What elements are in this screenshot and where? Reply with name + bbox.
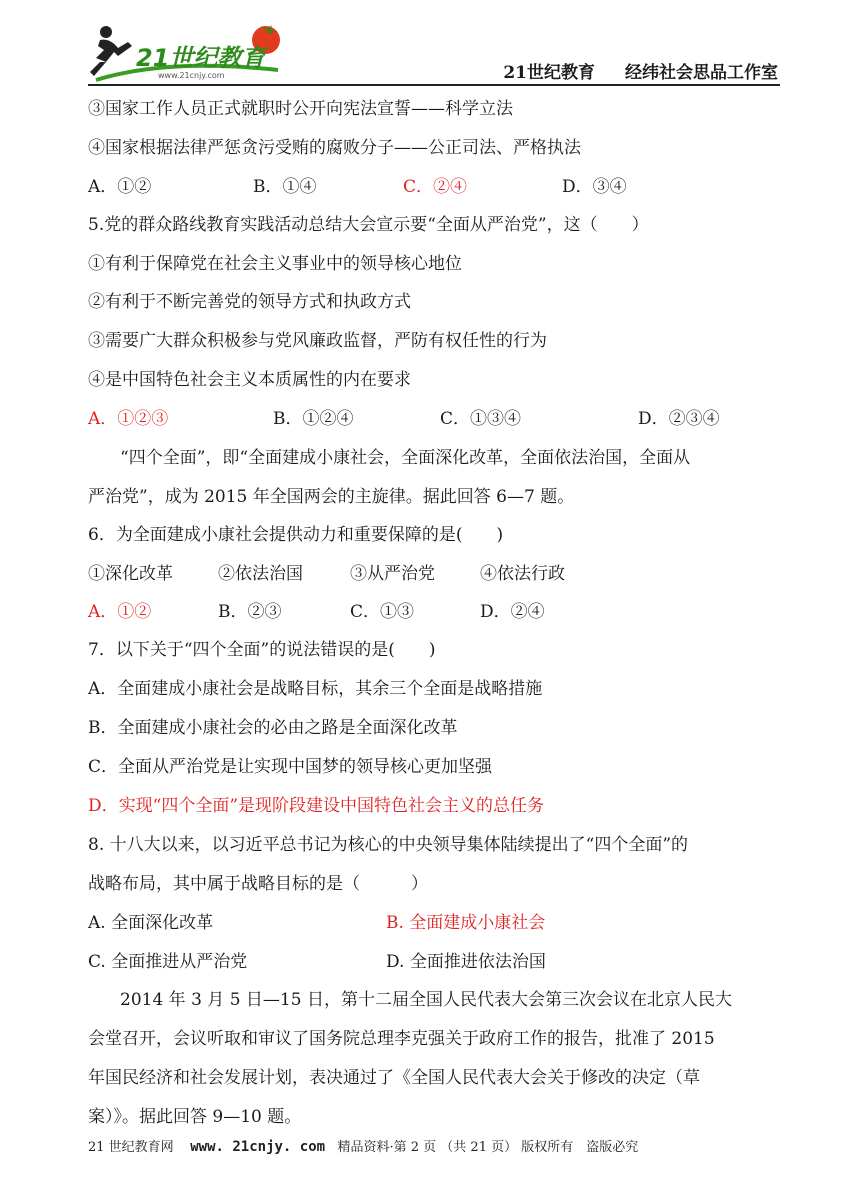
header-title bbox=[503, 58, 778, 83]
page-header bbox=[88, 18, 778, 88]
q5-item-2: ②有利于不断完善党的领导方式和执政方式 bbox=[88, 292, 411, 312]
q5-item-1: ①有利于保障党在社会主义事业中的领导核心地位 bbox=[88, 254, 462, 274]
q5-item-4: ④是中国特色社会主义本质属性的内在要求 bbox=[88, 370, 411, 390]
q7-option-a: A．全面建成小康社会是战略目标，其余三个全面是战略措施 bbox=[88, 679, 543, 699]
q8-option-b-answer: B. 全面建成小康社会 bbox=[386, 913, 546, 933]
q6-option-b: B．②③ bbox=[218, 602, 282, 622]
footer-site: 21 世纪教育网 bbox=[88, 1140, 174, 1155]
logo-21cnjy bbox=[88, 18, 288, 84]
q5-option-a-answer: A．①②③ bbox=[88, 409, 169, 429]
q8-stem-line-1: 8. 十八大以来，以习近平总书记为核心的中央领导集体陆续提出了“四个全面”的 bbox=[88, 835, 689, 855]
q6-items bbox=[88, 561, 778, 587]
intro-9-10-line-1: 2014 年 3 月 5 日—15 日，第十二届全国人民代表大会第三次会议在北京人民大 bbox=[120, 990, 732, 1010]
q6-option-c: C．①③ bbox=[350, 602, 415, 622]
q6-options bbox=[88, 599, 778, 625]
q8-option-c: C. 全面推进从严治党 bbox=[88, 952, 248, 972]
q7-option-c: C．全面从严治党是让实现中国梦的领导核心更加坚强 bbox=[88, 757, 493, 777]
q6-item-1: ①深化改革 bbox=[88, 564, 173, 584]
q6-item-3: ③从严治党 bbox=[350, 564, 435, 584]
intro-6-7-line-1: “四个全面”，即“全面建成小康社会，全面深化改革，全面依法治国，全面从 bbox=[120, 448, 691, 468]
q8-option-a: A. 全面深化改革 bbox=[88, 913, 214, 933]
q6-option-a-answer: A．①② bbox=[88, 602, 152, 622]
q4-option-d: D．③④ bbox=[562, 177, 627, 197]
q5-option-b: B．①②④ bbox=[273, 409, 354, 429]
q6-item-2: ②依法治国 bbox=[218, 564, 303, 584]
q8-option-d: D. 全面推进依法治国 bbox=[386, 952, 546, 972]
q5-item-3: ③需要广大群众积极参与党风廉政监督，严防有权任性的行为 bbox=[88, 331, 547, 351]
footer-page-info: 精品资料·第 2 页 （共 21 页） 版权所有 盗版必究 bbox=[337, 1140, 639, 1155]
q5-option-d: D．②③④ bbox=[638, 409, 720, 429]
q7-stem: 7．以下关于“四个全面”的说法错误的是( ) bbox=[88, 640, 436, 660]
q4-option-c-answer: C．②④ bbox=[403, 177, 468, 197]
svg-text:www.21cnjy.com: www.21cnjy.com bbox=[158, 71, 225, 80]
q4-options bbox=[88, 174, 778, 200]
header-divider bbox=[88, 84, 780, 86]
footer-url[interactable]: www. 21cnjy. com bbox=[190, 1139, 326, 1155]
svg-text:21世纪教育: 21世纪教育 bbox=[136, 44, 266, 72]
header-studio: 经纬社会思品工作室 bbox=[625, 63, 778, 83]
q8-options-row-2 bbox=[88, 949, 778, 975]
intro-9-10-line-4: 案）》。据此回答 9—10 题。 bbox=[88, 1107, 302, 1127]
intro-6-7-line-2: 严治党”，成为 2015 年全国两会的主旋律。据此回答 6—7 题。 bbox=[88, 487, 575, 507]
running-figure-icon bbox=[90, 26, 132, 76]
intro-9-10-line-3: 年国民经济和社会发展计划，表决通过了《全国人民代表大会关于修改的决定（草 bbox=[88, 1068, 700, 1088]
q6-stem: 6．为全面建成小康社会提供动力和重要保障的是( ) bbox=[88, 525, 504, 545]
header-site: 21世纪教育 bbox=[503, 63, 595, 83]
q5-options bbox=[88, 406, 778, 432]
q5-option-c: C．①③④ bbox=[440, 409, 522, 429]
q8-stem-line-2: 战略布局，其中属于战略目标的是（ ） bbox=[88, 874, 428, 894]
q7-option-d-answer: D．实现“四个全面”是现阶段建设中国特色社会主义的总任务 bbox=[88, 796, 545, 816]
q5-stem: 5.党的群众路线教育实践活动总结大会宣示要“全面从严治党”，这（ ） bbox=[88, 215, 649, 235]
q7-option-b: B．全面建成小康社会的必由之路是全面深化改革 bbox=[88, 718, 458, 738]
intro-9-10-line-2: 会堂召开，会议听取和审议了国务院总理李克强关于政府工作的报告，批准了 2015 bbox=[88, 1029, 715, 1049]
q6-option-d: D．②④ bbox=[480, 602, 545, 622]
q8-options-row-1 bbox=[88, 910, 778, 936]
q6-item-4: ④依法行政 bbox=[480, 564, 565, 584]
q4-item-3: ③国家工作人员正式就职时公开向宪法宣誓——科学立法 bbox=[88, 99, 513, 119]
q4-item-4: ④国家根据法律严惩贪污受贿的腐败分子——公正司法、严格执法 bbox=[88, 138, 581, 158]
q4-option-b: B．①④ bbox=[253, 177, 317, 197]
page-footer bbox=[88, 1136, 638, 1155]
q4-option-a: A．①② bbox=[88, 177, 152, 197]
